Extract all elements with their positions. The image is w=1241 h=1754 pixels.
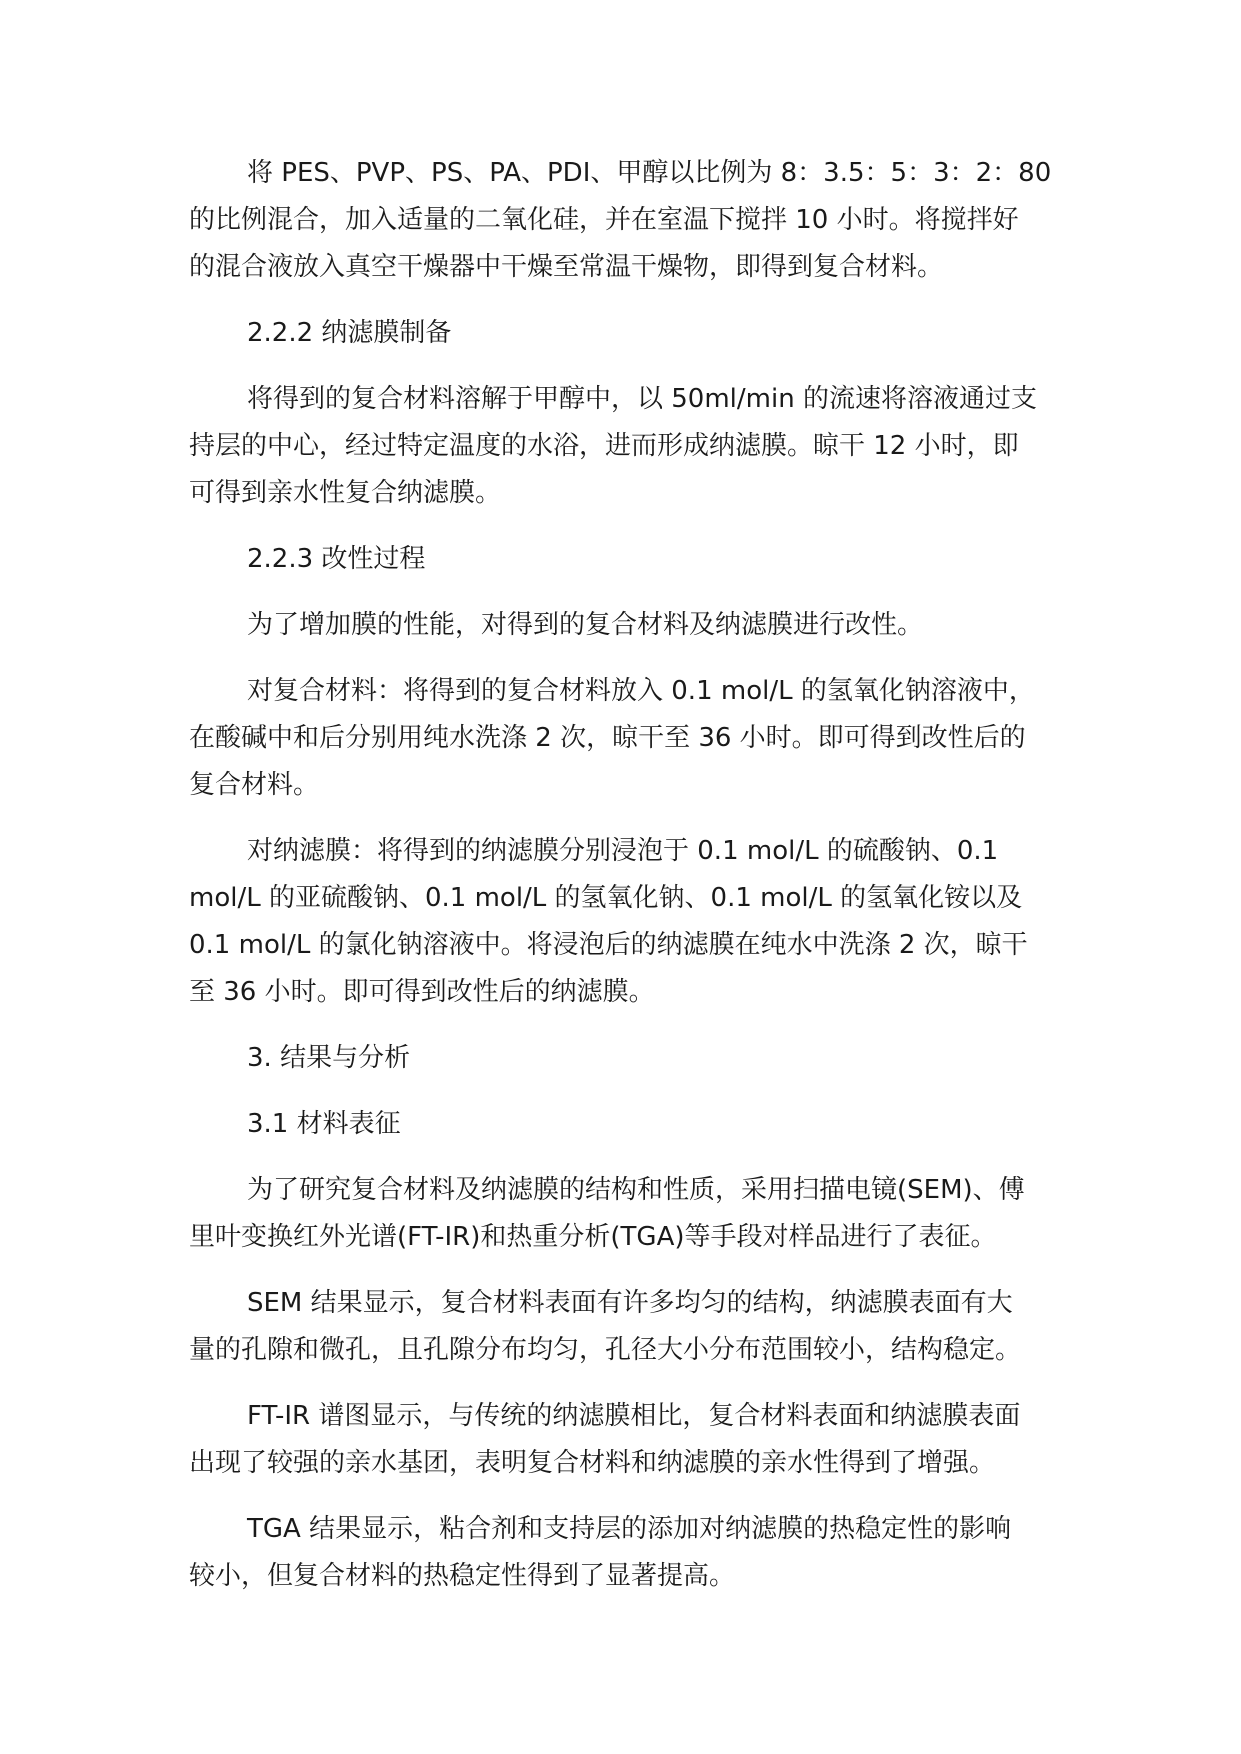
section-heading-3-1: 3.1 材料表征 (247, 1109, 401, 1139)
text-line: 在酸碱中和后分别用纯水洗涤 2 次，晾干至 36 小时。即可得到改性后的 (189, 723, 1026, 753)
section-heading-2-2-3: 2.2.3 改性过程 (247, 544, 426, 574)
text-line: 将得到的复合材料溶解于甲醇中，以 50ml/min 的流速将溶液通过支 (247, 384, 1037, 414)
text-line: 的比例混合，加入适量的二氧化硅，并在室温下搅拌 10 小时。将搅拌好 (189, 205, 1019, 235)
text-line: 复合材料。 (189, 770, 320, 800)
paragraph-tga-results (189, 1506, 1069, 1600)
text-line: mol/L 的亚硫酸钠、0.1 mol/L 的氢氧化钠、0.1 mol/L 的氢氧化铵以及 (189, 883, 1023, 913)
paragraph-composite-preparation (189, 150, 1069, 291)
text-line: 为了增加膜的性能，对得到的复合材料及纳滤膜进行改性。 (247, 610, 924, 640)
text-line: SEM 结果显示，复合材料表面有许多均匀的结构，纳滤膜表面有大 (247, 1288, 1013, 1318)
text-line: 对复合材料：将得到的复合材料放入 0.1 mol/L 的氢氧化钠溶液中， (247, 676, 1035, 706)
section-heading-2-2-2: 2.2.2 纳滤膜制备 (247, 318, 452, 348)
text-line: 里叶变换红外光谱(FT-IR)和热重分析(TGA)等手段对样品进行了表征。 (189, 1222, 997, 1252)
paragraph-membrane-modification (189, 828, 1069, 1016)
text-line: 至 36 小时。即可得到改性后的纳滤膜。 (189, 977, 655, 1007)
text-line: TGA 结果显示，粘合剂和支持层的添加对纳滤膜的热稳定性的影响 (247, 1514, 1012, 1544)
text-line: 0.1 mol/L 的氯化钠溶液中。将浸泡后的纳滤膜在纯水中洗涤 2 次，晾干 (189, 930, 1028, 960)
document-body (189, 150, 1069, 1619)
paragraph-membrane-preparation (189, 376, 1069, 517)
paragraph-sem-results (189, 1280, 1069, 1374)
section-heading-3: 3. 结果与分析 (247, 1043, 411, 1073)
paragraph-characterization-methods (189, 1167, 1069, 1261)
paragraph-ftir-results (189, 1393, 1069, 1487)
text-line: 出现了较强的亲水基团，表明复合材料和纳滤膜的亲水性得到了增强。 (189, 1448, 996, 1478)
paragraph-modification-intro (189, 602, 1069, 649)
text-line: 可得到亲水性复合纳滤膜。 (189, 478, 502, 508)
paragraph-composite-modification (189, 668, 1069, 809)
text-line: 持层的中心，经过特定温度的水浴，进而形成纳滤膜。晾干 12 小时，即 (189, 431, 1019, 461)
text-line: FT-IR 谱图显示，与传统的纳滤膜相比，复合材料表面和纳滤膜表面 (247, 1401, 1021, 1431)
text-line: 量的孔隙和微孔，且孔隙分布均匀，孔径大小分布范围较小，结构稳定。 (189, 1335, 1022, 1365)
text-line: 的混合液放入真空干燥器中干燥至常温干燥物，即得到复合材料。 (189, 252, 944, 282)
text-line: 为了研究复合材料及纳滤膜的结构和性质，采用扫描电镜(SEM)、傅 (247, 1175, 1025, 1205)
text-line: 对纳滤膜：将得到的纳滤膜分别浸泡于 0.1 mol/L 的硫酸钠、0.1 (247, 836, 999, 866)
text-line: 将 PES、PVP、PS、PA、PDI、甲醇以比例为 8：3.5：5：3：2：80 (247, 158, 1052, 188)
text-line: 较小，但复合材料的热稳定性得到了显著提高。 (189, 1561, 736, 1591)
